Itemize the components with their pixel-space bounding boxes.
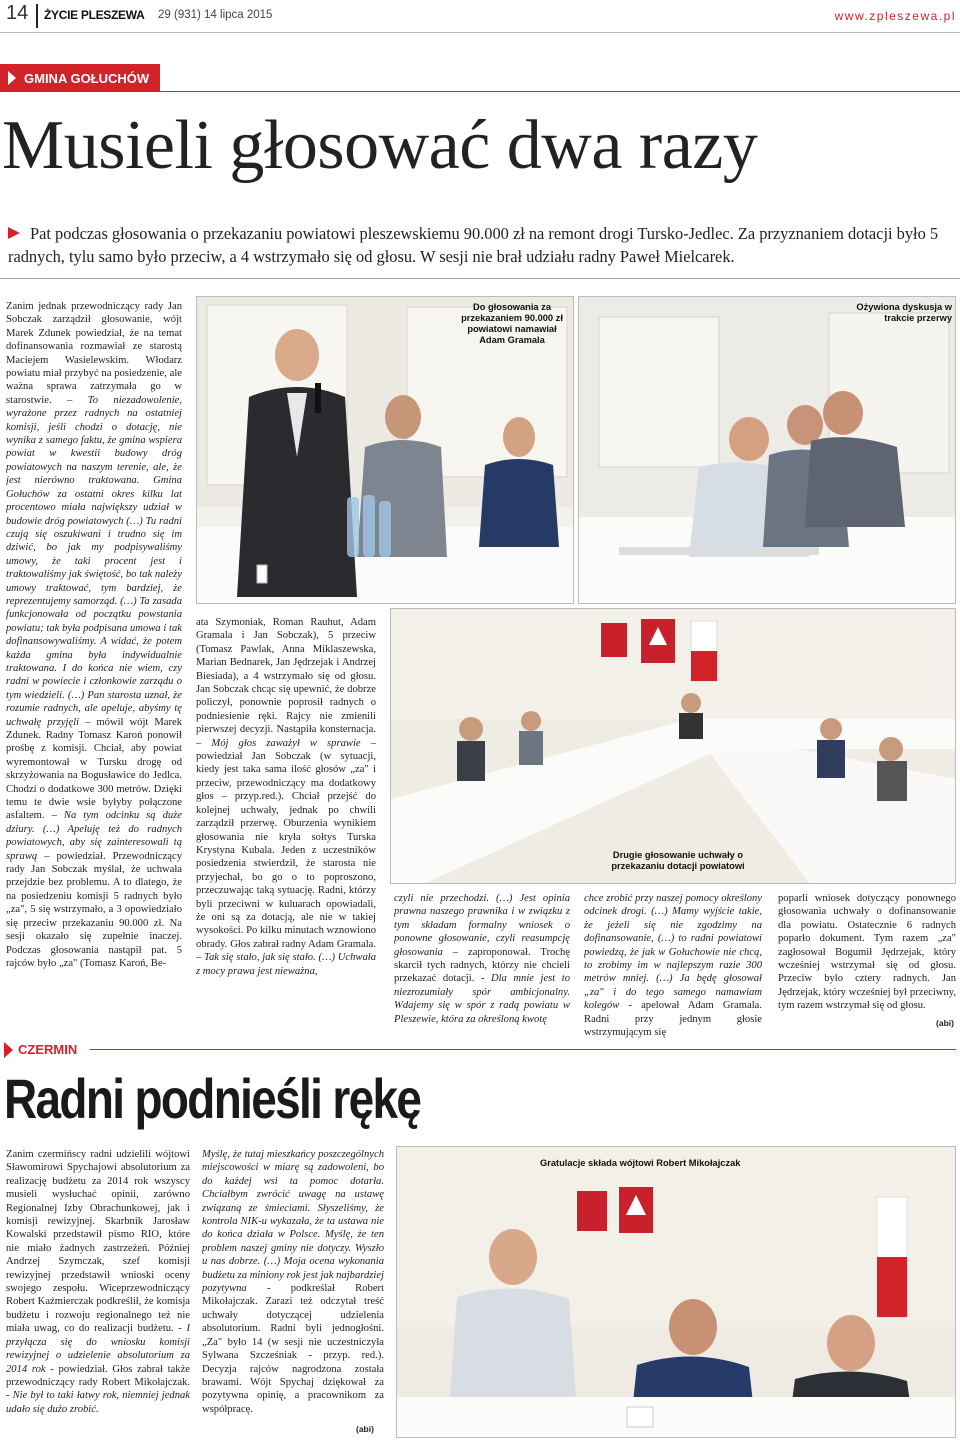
photo-handshake-illustration [397, 1147, 956, 1438]
article1-signature: (abi) [936, 1018, 954, 1028]
article1-column-2: ata Szymoniak, Roman Rauhut, Adam Gramala i Jan Sobczak), 5 przeciw (Tomasz Pawlak, Anna Miklaszewska, Marian Bednarek, Jan Jędrzejak i Andrzej Biesiada), a 4 wstrzymało się od głosu. Jan Sobczak chcąc się upewnić, że dobrze policzył, ponownie poprosił radnych o podniesienie ręki. Rajcy nie zmienili pierwszej decyzji. Nastąpiła konsternacja. – Mój głos zaważył w sprawie – powiedział Jan Sobczak (w sytuacji, kiedy jest taka sama ilość głosów „za" i przeciw, przewodniczący ma dodatkowy głos – przyp.red.). Chciał przejść do kolejnej uchwały, jednak po chwili zarządził przerwę. Oburzenia wynikiem głosowania nie kryła sołtys Turska Krystyna Kubala. Jeden z uczestników posiedzenia stwierdził, że starosta nie przyjechał, bo go o to poproszono, przeczuwając taką sytuację. Radni, którzy byli przeciwni w kuluarach opowiadali, że oni są za dotacją, ale nie w takiej wysokości. Po kilku minutach wznowiono obrady. Głos zabrał radny Adam Gramala. – Tak się stało, jak się stało. (…) Uchwała z mocy prawa jest nieważna, [196, 617, 376, 977]
section-bar-golochow [0, 64, 160, 92]
section-rule [90, 1049, 956, 1050]
article1-column-5: poparli wniosek dotyczący ponownego głosowania uchwały o dofinansowanie dla powiatu. Ostatecznie 6 radnych poparło dokument. Tym razem „za" zagłosował Bogumił Jędrzejak, który wcześniej wstrzymał się od głosu. Przeciw było cztery radnych. Jan Jędrzejak, który wcześniej był przeciwny, tym razem wstrzymał się od głosu. [778, 893, 956, 1012]
article-lead: Pat podczas głosowania o przekazaniu powiatowi pleszewskiemu 90.000 zł na remont drogi Tursko-Jedlec. Za przyznaniem dotacji było 5 radnych, tylu samo było przeciw, a 4 wstrzymało się od głosu. W sesji nie brał udziału radny Paweł Mielcarek. [8, 224, 939, 266]
article1-column-3: czyli nie przechodzi. (…) Jest opinia prawna naszego prawnika i w związku z tym składam formalny wniosek o ponowne głosowanie, czyli reasumpcję głosowania – zaproponował. Trochę skarcił tych radnych, którzy nie chcieli przekazać dotacji. - Dla mnie jest to niezrozumiały spór ambicjonalny. Wdajemy się w spór z radą powiatu w Pleszewie, która za określoną kwotę [394, 893, 570, 1025]
masthead: ŻYCIE PLESZEWA [44, 8, 145, 22]
article-title: Musieli głosować dwa razy [2, 107, 758, 184]
article1-column-1: Zanim jednak przewodniczący rady Jan Sobczak zarządził głosowanie, wójt Marek Zdunek powiedział, że na temat dofinansowania rozmawiał ze starostą Maciejem Wasielewskim. Włodarz powiatu miał przybyć na posiedzenie, ale ważna sprawa zatrzymała go w starostwie. – To niezadowolenie, wyrażone przez radnych na ostatniej komisji, jeśli chodzi o dotację, nie wynika z samego faktu, że gmina wspiera powiat w kwestii budowy dróg powiatowych na naszym terenie, ale, że jest nierówno traktowana. Gmina Gołuchów za ostatni okres kilku lat procentowo miała największy udział w budowie dróg powiatowych (…) Tu radni czują się oszukiwani i trudno się im dziwić, bo jak my podpisywaliśmy umowy, że taki procent jest i traktowaliśmy jak świętość, bo tak należy umowy traktować, tym bardziej, że reprezentujemy samorząd. (…) Ta zasada funkcjonowała od początku powstania powiatu; tak była podpisana umowa i tak dofinansowywaliśmy. A widać, że potem każda gmina była indywidualnie traktowana. I do końca nie wiem, czy radni w powiecie i członkowie zarządu o tym wiedzieli. (…) Pan starosta uznał, że rozumie radnych, ale apeluje, abyśmy tę uchwałę przyjęli – mówił wójt Marek Zdunek. Radny Tomasz Karoń ponowił prośbę z komisji. Chciał, aby powiat wyremontował w Tursku drogę od skrzyżowania na Bogusławice do Jedlca. Chodzi o dodatkowe 300 metrów. Dzięki temu te dwie wsie byłyby połączone asfaltem. – Na tym odcinku są duże dziury. (…) Apeluję też do radnych powiatowych, aby się zainteresowali tą sprawą – powiedział. Przewodniczący rady Jan Sobczak myślał, że uchwała przejdzie bez problemu. A to dlatego, że na posiedzeniu komisji 5 radnych było „za", 5 się wstrzymało, a 3 opowiedziało się przeciw przekazaniu 90.000 zł. Na sesji okazało się zupełnie inaczej. Podczas głosowania nastąpił pat. 5 rajców było „za" (Tomasz Karoń, Be- [6, 301, 182, 969]
page-number: 14 [6, 2, 29, 24]
page-header [0, 0, 960, 34]
section-arrow-icon [4, 1042, 13, 1058]
section-label: GMINA GOŁUCHÓW [24, 70, 150, 86]
photo-vote-hall [390, 608, 956, 884]
section-arrow-icon [8, 71, 16, 85]
section-rule [160, 91, 960, 92]
website-link[interactable]: www.zpleszewa.pl [834, 9, 956, 23]
caption-photo-vote-hall: Drugie głosowanie uchwały o przekazaniu dotacji powiatowi [611, 850, 745, 871]
section-bar-czermin [0, 1038, 960, 1062]
caption-photo-speaker: Do głosowania za przekazaniem 90.000 zł powiatowi namawiał Adam Gramala [461, 302, 563, 345]
article2-column-1: Zanim czermińscy radni udzielili wójtowi Sławomirowi Spychajowi absolutorium za realizację budżetu za 2014 rok wszyscy musieli wysłuchać opinii, zarówno Regionalnej Izby Obrachunkowej, jak i komisji rewizyjnej. Skarbnik Jarosław Kowalski przedstawił pismo RIO, które nie miało żadnych zastrzeżeń. Później Andrzej Szymczak, szef komisji rewizyjnej przedstawił wnioski oceny swojego zespołu. Wiceprzewodniczący Robert Kaźmierczak podkreślił, że komisja budżetu i rozwoju regionalnego też nie miała uwag, co do realizacji budżetu. - I przyłącza się do wniosku komisji rewizyjnej o udzielenie absolutorium za 2014 rok - powiedział. Głos zabrał także przewodniczący rady Robert Mikołajczak. - Nie był to taki łatwy rok, niemniej jednak udało się dużo zrobić. [6, 1149, 190, 1415]
section-label: CZERMIN [18, 1042, 78, 1057]
header-divider [36, 4, 38, 28]
photo-vote-hall-illustration [391, 609, 956, 884]
photo-discussion-illustration [579, 297, 956, 604]
caption-photo-discussion: Ożywiona dyskusja w trakcie przerwy [856, 302, 952, 323]
article2-signature: (abi) [356, 1424, 374, 1434]
caption-photo-handshake: Gratulacje składa wójtowi Robert Mikołajczak [540, 1158, 741, 1168]
issue-date: 29 (931) 14 lipca 2015 [158, 9, 273, 21]
article2-column-2: Myślę, że tutaj mieszkańcy poszczególnych miejscowości w miarę są zadowoleni, bo do każdej wsi ta pomoc dotarła. Chciałbym zwrócić uwagę na ustawę związaną ze śmieciami. Słyszeliśmy, że kontrola NIK-u wykazała, że ta ustawa nie do końca działa w Polsce. Myślę, że ten problem naszej gminy nie dotyczy. Wyszło u nas dobrze. (…) Moja ocena wykonania budżetu za miniony rok jest jak najbardziej pozytywna - podkreślał Robert Mikołajczak. Zarazi też odczytał treść uchwały dotyczącej udzielenia absolutorium. Radni byli jednogłośni. „Za" było 14 (w sesji nie uczestniczyła Sylwana Szcześniak - przyp. red.). Decyzja rajców nagrodzona została brawami. Wójt Spychaj dziękował za pozytywna opinię, a pracownikom za współpracę. [202, 1149, 384, 1415]
lead-rule [0, 278, 960, 279]
photo-handshake [396, 1146, 956, 1438]
photo-discussion [578, 296, 956, 604]
header-rule [0, 32, 960, 33]
article2-title: Radni podnieśli rękę [4, 1067, 421, 1130]
article1-column-4: chce zrobić przy naszej pomocy określony odcinek drogi. (…) Mamy wyjście takie, że jeżeli się nie zgodzimy na dofinansowanie, (…) to radni powiatowi powiedzą, że jak w Gołuchowie nie chcą, to zrobimy im w najlepszym razie 300 metrów mniej. (…) Ja będę głosował „za" i do tego samego namawiam kolegów - apelował Adam Gramala. Radni przy jednym głosie wstrzymującym się [584, 893, 762, 1039]
